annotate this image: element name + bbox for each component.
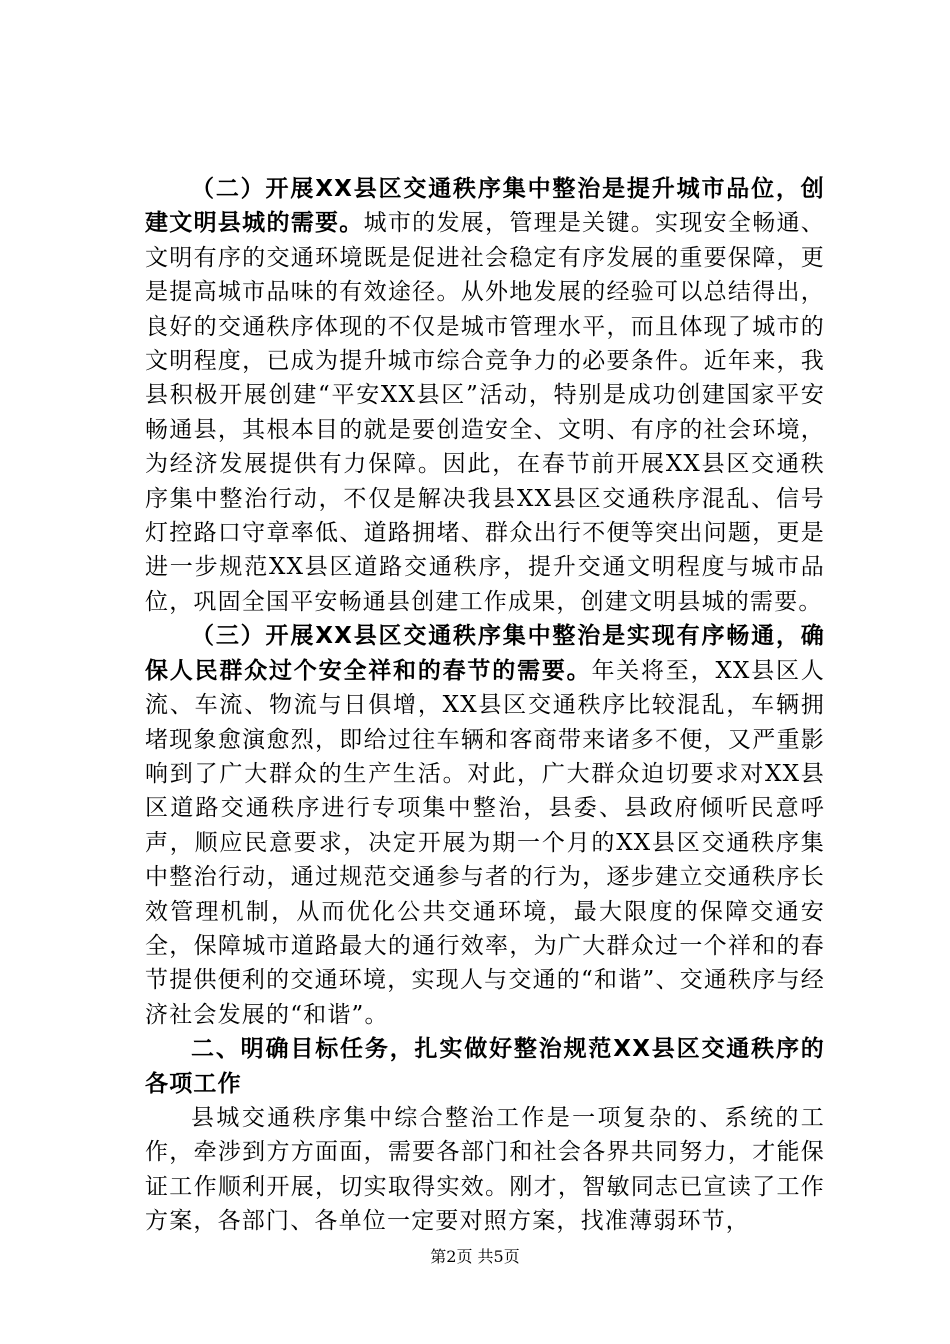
paragraph-three-lead: （三）开展XX县区交通秩序集中整治是实现有序畅通，确保人民群众过个安全祥和的春节的需要。 [145, 623, 825, 684]
page-number-footer: 第2页 共5页 [430, 1247, 520, 1266]
paragraph-two-text: 城市的发展，管理是关键。实现安全畅通、文明有序的交通环境既是促进社会稳定有序发展的重要保障，更是提高城市品味的有效途径。从外地发展的经验可以总结得出，良好的交通秩序体现的不仅是城市管理水平，而且体现了城市的文明程度，已成为提升城市综合竞争力的必要条件。近年来，我县积极开展创建“平安XX县区”活动，特别是成功创建国家平安畅通县，其根本目的就是要创造安全、文明、有序的社会环境，为经济发展提供有力保障。因此，在春节前开展XX县区交通秩序集中整治行动，不仅是解决我县XX县区交通秩序混乱、信号灯控路口守章率低、道路拥堵、群众出行不便等突出问题，更是进一步规范XX县区道路交通秩序，提升交通文明程度与城市品位，巩固全国平安畅通县创建工作成果，创建文明县城的需要。 [145, 210, 825, 615]
paragraph-three [145, 619, 825, 1032]
paragraph-two-lead: （二）开展XX县区交通秩序集中整治是提升城市品位，创建文明县城的需要。 [145, 176, 825, 237]
paragraph-three-text: 年关将至，XX县区人流、车流、物流与日俱增，XX县区交通秩序比较混乱，车辆拥堵现象愈演愈烈，即给过往车辆和客商带来诸多不便，又严重影响到了广大群众的生产生活。对此，广大群众迫切要求对XX县区道路交通秩序进行专项集中整治，县委、县政府倾听民意呼声，顺应民意要求，决定开展为期一个月的XX县区交通秩序集中整治行动，通过规范交通参与者的行为，逐步建立交通秩序长效管理机制，从而优化公共交通环境，最大限度的保障交通安全，保障城市道路最大的通行效率，为广大群众过一个祥和的春节提供便利的交通环境，实现人与交通的“和谐”、交通秩序与经济社会发展的“和谐”。 [145, 657, 825, 1028]
closing-paragraph: 县城交通秩序集中综合整治工作是一项复杂的、系统的工作，牵涉到方方面面，需要各部门和社会各界共同努力，才能保证工作顺利开展，切实取得实效。刚才，智敏同志已宣读了工作方案，各部门、各单位一定要对照方案，找准薄弱环节， [145, 1104, 825, 1235]
document-body [145, 172, 825, 1239]
paragraph-two [145, 172, 825, 619]
section-heading: 二、明确目标任务，扎实做好整治规范XX县区交通秩序的各项工作 [145, 1036, 825, 1097]
